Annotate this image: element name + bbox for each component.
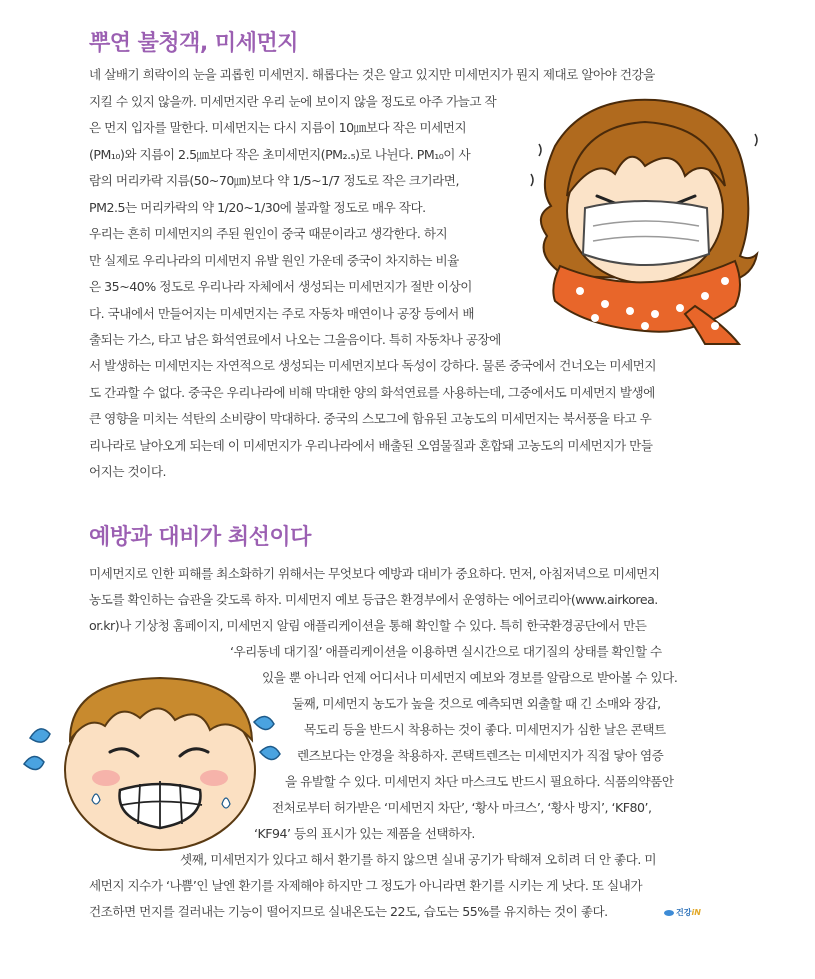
- health-in-logo: [664, 907, 701, 918]
- section1-line: 큰 영향을 미치는 석탄의 소비량이 막대하다. 중국의 스모그에 함유된 고농도의 미세먼지는 북서풍을 타고 우: [89, 411, 652, 426]
- section1-line: 네 살배기 희락이의 눈을 괴롭힌 미세먼지. 해롭다는 것은 알고 있지만 미세먼지가 뭔지 제대로 알아야 건강을: [89, 67, 655, 82]
- section1-line: 만 실제로 우리나라의 미세먼지 유발 원인 가운데 중국이 차지하는 비율: [89, 253, 459, 268]
- section2-line: 있을 뿐 아니라 언제 어디서나 미세먼지 예보와 경보를 알람으로 받아볼 수 있다.: [262, 670, 678, 685]
- section1-line: 은 35~40% 정도로 우리나라 자체에서 생성되는 미세먼지가 절반 이상이: [89, 279, 472, 294]
- masked-girl-illustration: [525, 86, 765, 346]
- section2-line: 미세먼지로 인한 피해를 최소화하기 위해서는 무엇보다 예방과 대비가 중요하다. 먼저, 아침저녁으로 미세먼지: [89, 566, 660, 581]
- section1-line: 지킬 수 있지 않을까. 미세먼지란 우리 눈에 보이지 않을 정도로 아주 가늘고 작: [89, 94, 497, 109]
- logo-mark-icon: [664, 910, 674, 916]
- section1-line: 우리는 흔히 미세먼지의 주된 원인이 중국 때문이라고 생각한다. 하지: [89, 226, 448, 241]
- section1-line: 람의 머리카락 지름(50~70㎛)보다 약 1/5~1/7 정도로 작은 크기라면,: [89, 173, 459, 188]
- section1-line: 도 간과할 수 없다. 중국은 우리나라에 비해 막대한 양의 화석연료를 사용하는데, 그중에서도 미세먼지 발생에: [89, 385, 655, 400]
- section1-line: PM2.5는 머리카락의 약 1/20~1/30에 불과할 정도로 매우 작다.: [89, 200, 426, 215]
- section2-line: or.kr)나 기상청 홈페이지, 미세먼지 알림 애플리케이션을 통해 확인할 수 있다. 특히 한국환경공단에서 만든: [89, 618, 647, 633]
- section1-line: 리나라로 날아오게 되는데 이 미세먼지가 우리나라에서 배출된 오염물질과 혼합돼 고농도의 미세먼지가 만들: [89, 438, 653, 453]
- section1-line: 서 발생하는 미세먼지는 자연적으로 생성되는 미세먼지보다 독성이 강하다. 물론 중국에서 건너오는 미세먼지: [89, 358, 656, 373]
- section2-line: 전처로부터 허가받은 ‘미세먼지 차단’, ‘황사 마크스’, ‘황사 방지’, ‘KF80’,: [272, 800, 652, 815]
- section1-title: 뿌연 불청객, 미세먼지: [89, 31, 298, 56]
- coughing-boy-illustration: [10, 660, 290, 860]
- section1-line: 어지는 것이다.: [89, 464, 166, 479]
- section1-line: (PM₁₀)와 지름이 2.5㎛보다 작은 초미세먼지(PM₂.₅)로 나뉜다. PM₁₀이 사: [89, 147, 471, 162]
- section1-line: 출되는 가스, 타고 남은 화석연료에서 나오는 그을음이다. 특히 자동차나 공장에: [89, 332, 501, 347]
- section2-line: 렌즈보다는 안경을 착용하자. 콘택트렌즈는 미세먼지가 직접 닿아 염증: [297, 748, 664, 763]
- logo-text: 건강: [676, 908, 692, 917]
- section2-title: 예방과 대비가 최선이다: [89, 525, 311, 550]
- section1-line: 다. 국내에서 만들어지는 미세먼지는 주로 자동차 매연이나 공장 등에서 배: [89, 306, 474, 321]
- section2-line: 을 유발할 수 있다. 미세먼지 차단 마스크도 반드시 필요하다. 식품의약품안: [285, 774, 674, 789]
- section2-line: 세먼지 지수가 ‘나쁨’인 날엔 환기를 자제해야 하지만 그 정도가 아니라면 환기를 시키는 게 낫다. 또 실내가: [89, 878, 643, 893]
- section2-line: 셋째, 미세먼지가 있다고 해서 환기를 하지 않으면 실내 공기가 탁해져 오히려 더 안 좋다. 미: [180, 852, 657, 867]
- section2-line: 농도를 확인하는 습관을 갖도록 하자. 미세먼지 예보 등급은 환경부에서 운영하는 에어코리아(www.airkorea.: [89, 592, 658, 607]
- logo-suffix: iN: [691, 908, 701, 917]
- section2-line: 건조하면 먼지를 걸러내는 기능이 떨어지므로 실내온도는 22도, 습도는 55%를 유지하는 것이 좋다.: [89, 904, 608, 919]
- section1-line: 은 먼지 입자를 말한다. 미세먼지는 다시 지름이 10㎛보다 작은 미세먼지: [89, 120, 467, 135]
- section2-line: 목도리 등을 반드시 착용하는 것이 좋다. 미세먼지가 심한 날은 콘택트: [304, 722, 666, 737]
- section2-line: 둘째, 미세먼지 농도가 높을 것으로 예측되면 외출할 때 긴 소매와 장갑,: [292, 696, 661, 711]
- section2-line: ‘우리동네 대기질’ 애플리케이션을 이용하면 실시간으로 대기질의 상태를 확인할 수: [230, 644, 662, 659]
- section2-line: ‘KF94’ 등의 표시가 있는 제품을 선택하자.: [254, 826, 475, 841]
